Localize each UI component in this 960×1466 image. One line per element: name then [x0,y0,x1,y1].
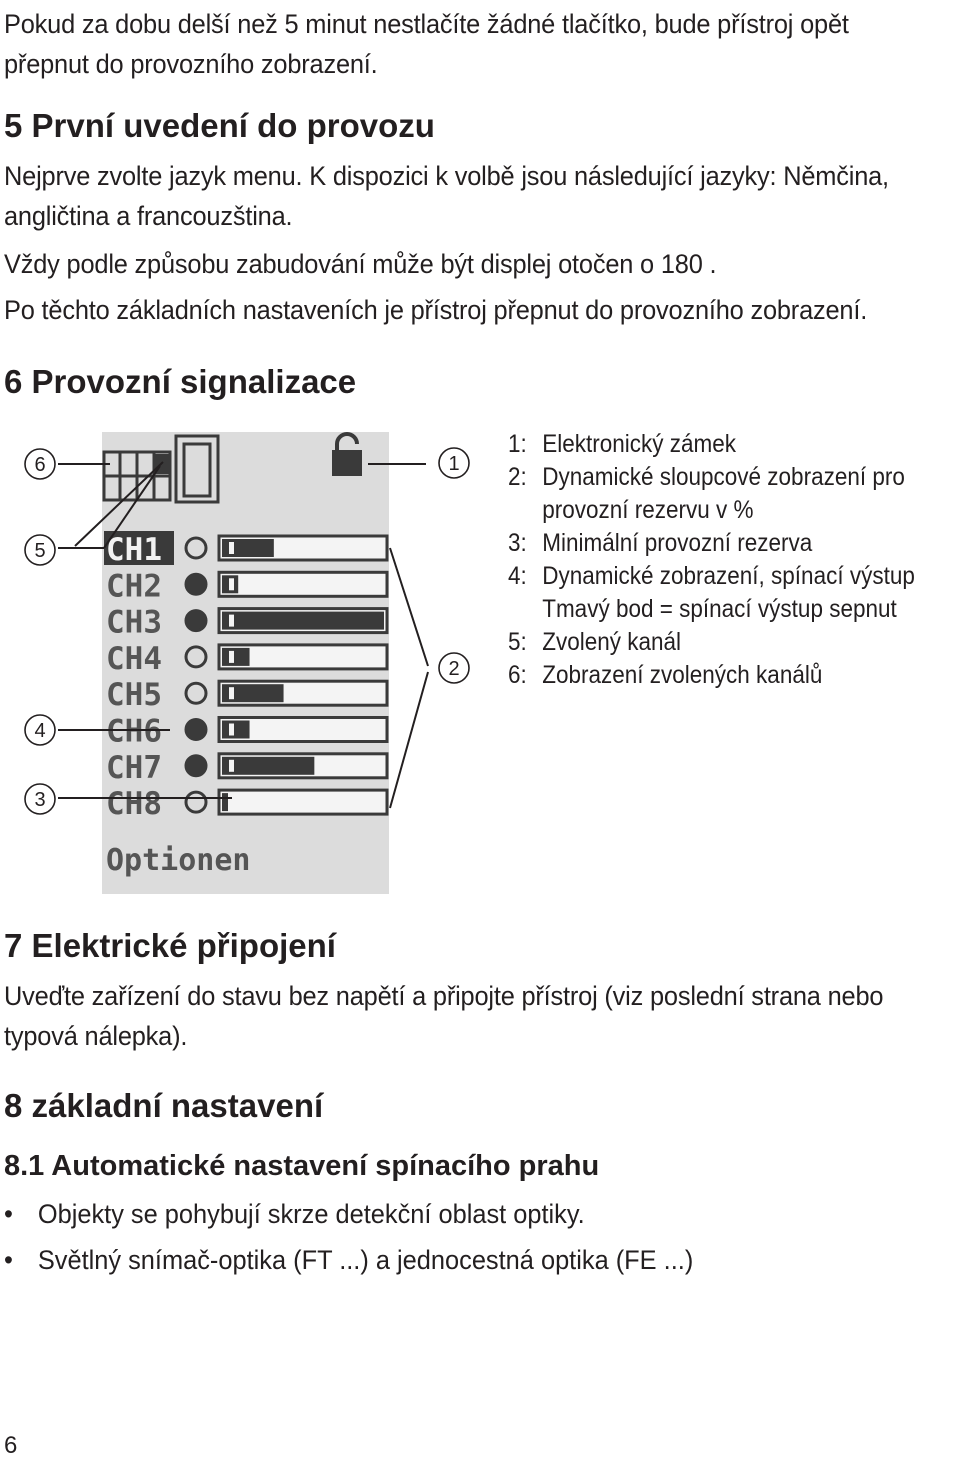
channel-label: CH8 [106,786,162,823]
min-reserve-marker [229,687,234,699]
section-5-paragraph-3: Po těchto základních nastaveních je přístroj přepnut do provozního zobrazení. [4,295,868,325]
channel-label: CH7 [106,749,162,786]
section-8-heading: 8 základní nastavení [4,1087,324,1124]
intro-line-2: přepnut do provozního zobrazení. [4,49,378,79]
channel-label: CH4 [106,640,162,677]
intro-paragraph [4,4,849,84]
reserve-bar-frame [219,790,387,814]
legend-item-4: 4: Dynamické zobrazení, spínací výstup [508,562,915,590]
leader-2b [390,672,428,808]
output-off-dot [186,792,206,812]
reserve-bar-frame [219,572,387,596]
legend-item-5: 5: Zvolený kanál [508,628,682,656]
output-on-dot [186,720,206,740]
reserve-bar-fill [222,721,250,739]
output-off-dot [186,647,206,667]
channel-label: CH6 [106,713,162,750]
reserve-bar-fill [222,757,314,775]
callout-6: 6 [34,454,46,476]
section-7-line-1: Uveďte zařízení do stavu bez napětí a připojte přístroj (viz poslední strana nebo [4,981,884,1011]
options-label: Optionen [106,843,251,878]
section-7-line-2: typová nálepka). [4,1021,188,1051]
section-5-paragraph-1 [4,156,889,236]
min-reserve-marker [229,724,234,736]
legend-item-1: 1: Elektronický zámek [508,430,737,458]
channel-label: CH5 [106,677,162,714]
section-8-1-heading: 8.1 Automatické nastavení spínacího prahu [4,1150,600,1182]
reserve-bar-fill [222,612,384,630]
operating-display-figure [0,420,500,910]
section-6-heading: 6 Provozní signalizace [4,363,357,400]
output-on-dot [186,574,206,594]
callout-2: 2 [448,658,460,680]
legend-item-6: 6: Zobrazení zvolených kanálů [508,661,823,689]
callout-1: 1 [448,453,460,475]
figure-legend [508,428,960,692]
section-5-p1-line-1: Nejprve zvolte jazyk menu. K dispozici k volbě jsou následující jazyky: Němčina, [4,161,889,191]
page-number: 6 [4,1432,18,1459]
section-5-heading: 5 První uvedení do provozu [4,107,435,144]
bullet-item-1: • Objekty se pohybují skrze detekční oblast optiky. [4,1199,585,1229]
callout-3: 3 [34,789,46,811]
min-reserve-marker [229,651,234,663]
min-reserve-marker [229,578,234,590]
channel-label: CH2 [106,568,162,605]
channel-label: CH3 [106,604,162,641]
bullet-item-2: • Světlný snímač-optika (FT ...) a jednocestná optika (FE ...) [4,1245,694,1275]
output-on-dot [186,756,206,776]
section-7-heading: 7 Elektrické připojení [4,927,336,964]
section-5-p1-line-2: angličtina a francouzština. [4,201,293,231]
intro-line-1: Pokud za dobu delší než 5 minut nestlačíte žádné tlačítko, bude přístroj opět [4,9,849,39]
legend-item-2: 2: Dynamické sloupcové zobrazení pro [508,463,905,491]
callout-5: 5 [34,540,46,562]
channel-label: CH1 [106,532,162,568]
legend-item-2-cont: provozní rezervu v % [542,496,754,524]
legend-item-4-cont: Tmavý bod = spínací výstup sepnut [542,595,897,623]
callout-4: 4 [34,720,46,742]
reserve-bar-fill [222,793,228,811]
legend-item-3: 3: Minimální provozní rezerva [508,529,813,557]
output-off-dot [186,538,206,558]
min-reserve-marker [229,542,234,554]
min-reserve-marker [229,615,234,627]
leader-2a [390,548,428,666]
section-5-paragraph-2: Vždy podle způsobu zabudování může být displej otočen o 180 . [4,249,717,279]
min-reserve-marker [229,760,234,772]
output-on-dot [186,611,206,631]
output-off-dot [186,683,206,703]
reserve-bar-fill [222,648,250,666]
section-7-paragraph [4,976,883,1056]
